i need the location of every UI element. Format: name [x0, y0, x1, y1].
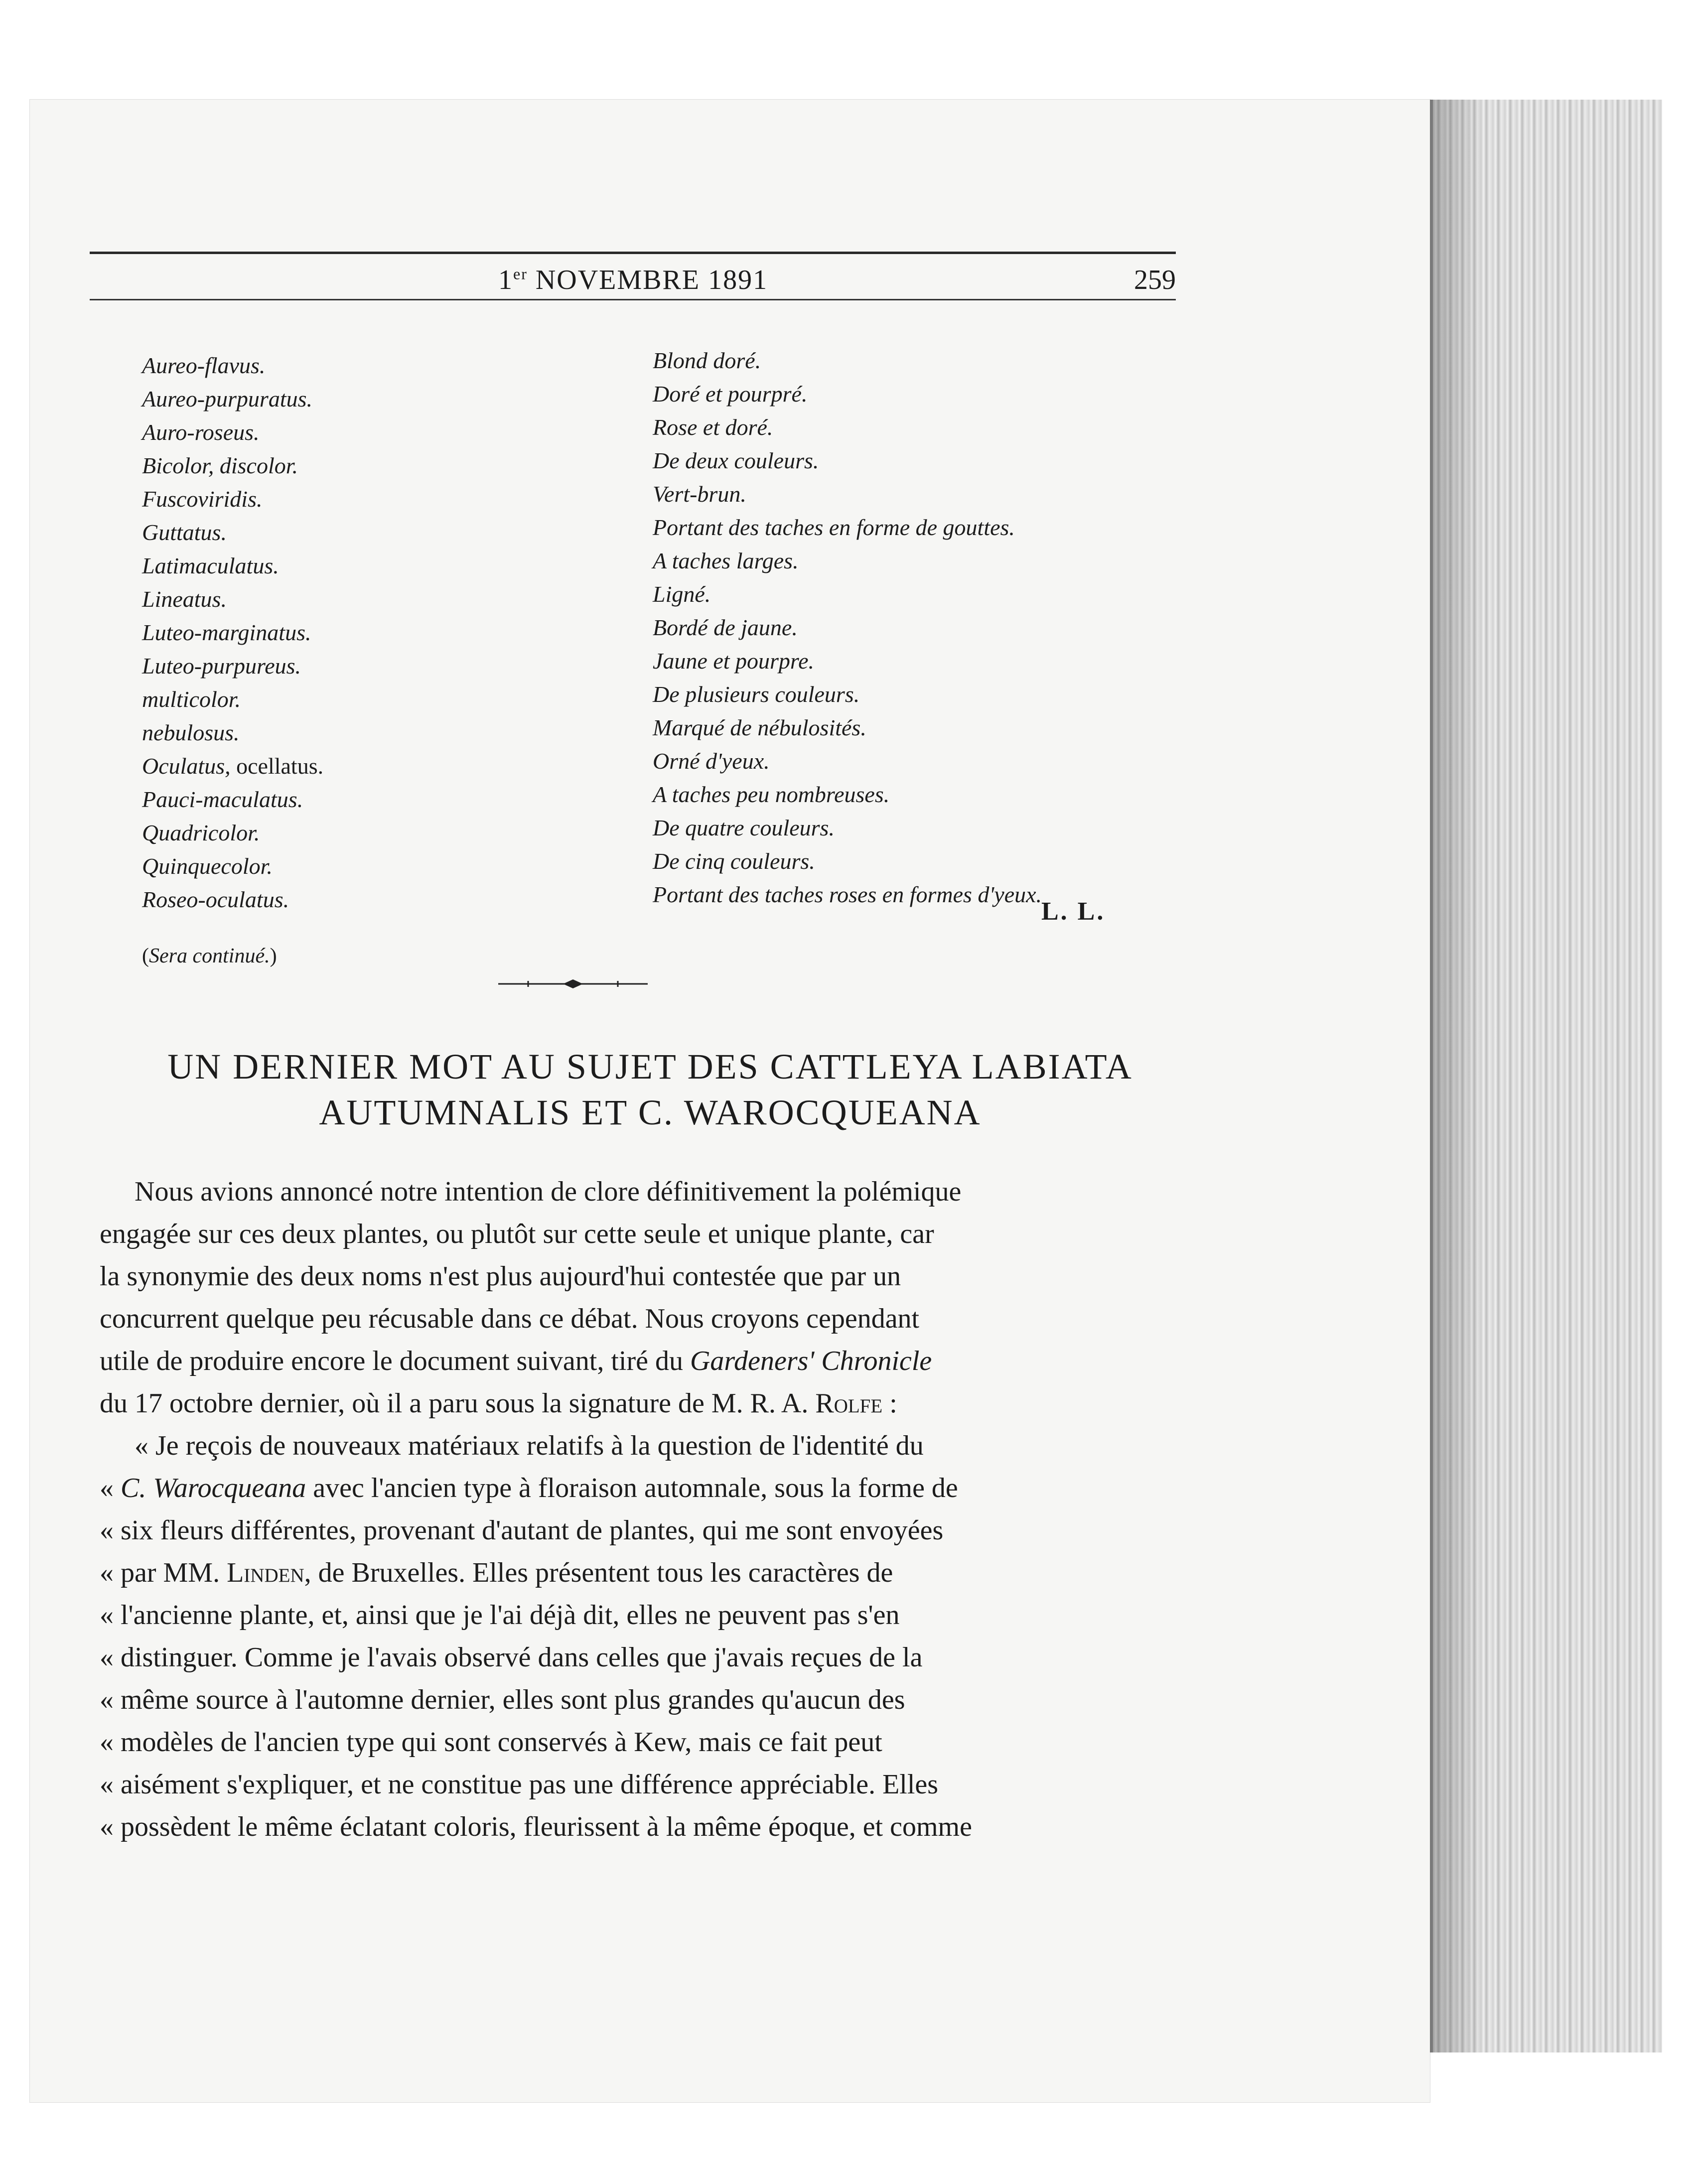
quote-line: « même source à l'automne dernier, elles sont plus grandes qu'aucun des	[100, 1684, 905, 1715]
latin-name: Aureo-flavus.	[142, 353, 266, 378]
header-date: 1er NOVEMBRE 1891	[498, 265, 768, 295]
latin-name: nebulosus.	[142, 720, 240, 745]
translation: De deux couleurs.	[653, 448, 819, 473]
quote-line: « C. Warocqueana avec l'ancien type à floraison automnale, sous la forme de	[100, 1473, 958, 1503]
translation: Doré et pourpré.	[653, 381, 808, 407]
quote-line: « Je reçois de nouveaux matériaux relatifs à la question de l'identité du	[135, 1430, 924, 1461]
latin-name: Luteo-marginatus.	[142, 620, 311, 645]
rolfe-name: Rolfe	[815, 1388, 883, 1419]
article-title	[95, 1044, 1206, 1135]
latin-name: Auro-roseus.	[142, 419, 260, 445]
quote-line: « par MM. Linden, de Bruxelles. Elles présentent tous les caractères de	[100, 1557, 893, 1588]
translation: Bordé de jaune.	[653, 615, 798, 640]
title-line-2: AUTUMNALIS ET C. WAROCQUEANA	[319, 1092, 982, 1132]
body-line: concurrent quelque peu récusable dans ce débat. Nous croyons cependant	[100, 1303, 920, 1334]
translation: Vert-brun.	[653, 481, 746, 507]
section-divider-ornament	[498, 976, 648, 991]
latin-name: Latimaculatus.	[142, 553, 279, 578]
quote-line: « l'ancienne plante, et, ainsi que je l'ai déjà dit, elles ne peuvent pas s'en	[100, 1600, 900, 1631]
latin-name: Luteo-purpureus.	[142, 653, 301, 679]
translation: Ligné.	[653, 581, 711, 607]
translation: De quatre couleurs.	[653, 815, 835, 840]
title-line-1: UN DERNIER MOT AU SUJET DES CATTLEYA LABIATA	[167, 1047, 1133, 1087]
body-line: engagée sur ces deux plantes, ou plutôt sur cette seule et unique plante, car	[100, 1219, 934, 1249]
quote-line: « modèles de l'ancien type qui sont conservés à Kew, mais ce fait peut	[100, 1727, 882, 1758]
latin-name: Fuscoviridis.	[142, 486, 263, 512]
latin-name: Quinquecolor.	[142, 853, 273, 879]
latin-name: Lineatus.	[142, 586, 227, 612]
latin-name: Aureo-purpuratus.	[142, 386, 313, 411]
translation: Blond doré.	[653, 348, 761, 373]
translation: Jaune et pourpre.	[653, 648, 815, 674]
latin-names-column	[142, 349, 640, 916]
body-line: utile de produire encore le document suivant, tiré du Gardeners' Chronicle	[100, 1346, 932, 1376]
latin-name: Guttatus.	[142, 520, 227, 545]
translation: Portant des taches roses en formes d'yeux.	[653, 882, 1042, 907]
translation: A taches larges.	[653, 548, 799, 573]
translation: Portant des taches en forme de gouttes.	[653, 515, 1015, 540]
translation: Marqué de nébulosités.	[653, 715, 866, 740]
article-body	[100, 1171, 1191, 1848]
quote-line: « six fleurs différentes, provenant d'autant de plantes, qui me sont envoyées	[100, 1515, 944, 1546]
gardeners-chronicle-citation: Gardeners' Chronicle	[690, 1346, 932, 1376]
quote-line: « possèdent le même éclatant coloris, fleurissent à la même époque, et comme	[100, 1811, 972, 1842]
translation: Orné d'yeux.	[653, 748, 770, 774]
quote-line: « distinguer. Comme je l'avais observé dans celles que j'avais reçues de la	[100, 1642, 923, 1673]
latin-name-oculatus: Oculatus, ocellatus.	[142, 753, 324, 779]
running-header	[90, 252, 1176, 299]
to-be-continued-note: (Sera continué.)	[142, 945, 277, 967]
header-rule	[90, 299, 1176, 300]
page-number: 259	[1134, 265, 1176, 295]
translations-column	[653, 344, 1201, 911]
latin-name: Roseo-oculatus.	[142, 887, 289, 912]
quote-line: « aisément s'expliquer, et ne constitue pas une différence appréciable. Elles	[100, 1769, 939, 1800]
translation: De plusieurs couleurs.	[653, 682, 860, 707]
linden-name: Linden	[227, 1557, 304, 1588]
body-line: du 17 octobre dernier, où il a paru sous la signature de M. R. A. Rolfe :	[100, 1388, 897, 1419]
latin-name: multicolor.	[142, 686, 241, 712]
translation: De cinq couleurs.	[653, 848, 815, 874]
page-edge-shadow	[1430, 100, 1485, 2052]
translation: A taches peu nombreuses.	[653, 782, 890, 807]
translation: Rose et doré.	[653, 414, 773, 440]
latin-name: Pauci-maculatus.	[142, 787, 303, 812]
latin-name: Quadricolor.	[142, 820, 260, 845]
body-line: Nous avions annoncé notre intention de clore définitivement la polémique	[135, 1176, 962, 1207]
author-signature: L. L.	[1041, 897, 1106, 926]
body-line: la synonymie des deux noms n'est plus aujourd'hui contestée que par un	[100, 1261, 901, 1292]
latin-name: Bicolor, discolor.	[142, 453, 298, 478]
